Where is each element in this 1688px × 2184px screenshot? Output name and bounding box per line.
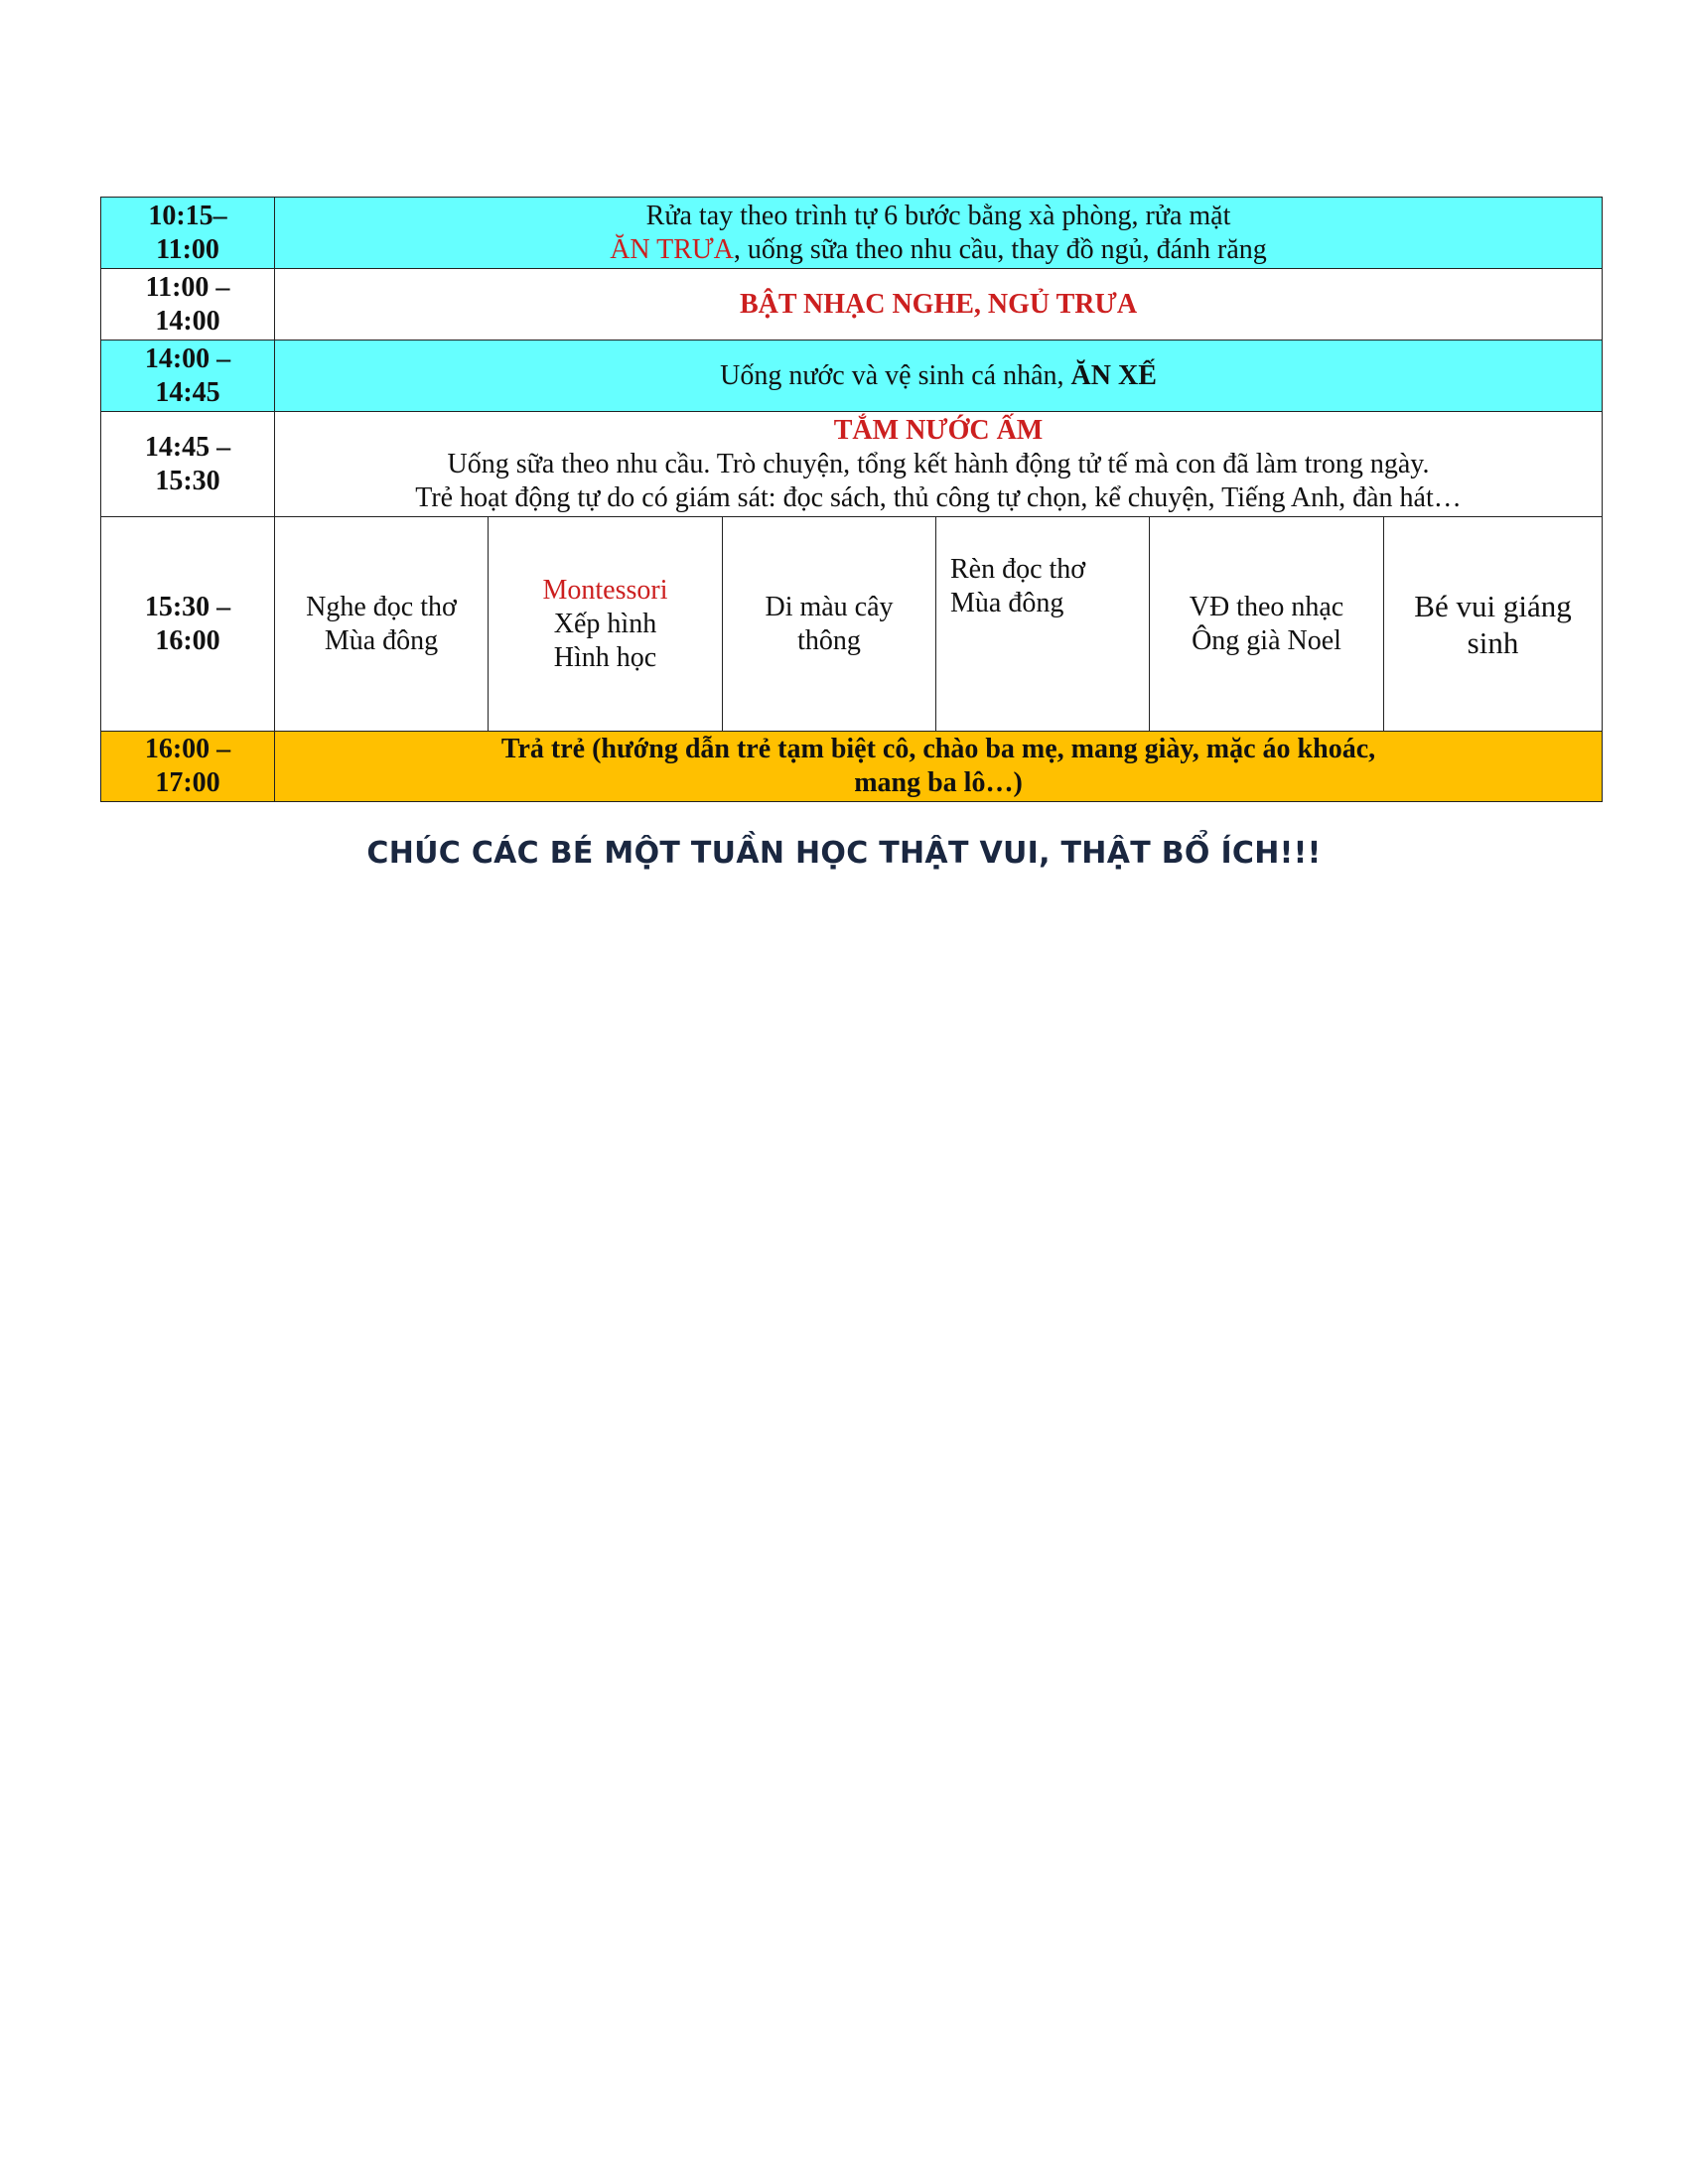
activity-line: sinh (1467, 624, 1519, 660)
activity-line: Bé vui giáng (1414, 588, 1572, 623)
time-cell (101, 517, 275, 732)
time-start: 10:15– (148, 200, 227, 231)
time-start: 14:00 – (144, 342, 231, 374)
activity-line: mang ba lô…) (854, 767, 1023, 798)
time-start: 15:30 – (144, 591, 231, 622)
time-cell (101, 341, 275, 412)
activity-line: Uống sữa theo nhu cầu. Trò chuyện, tổng kết hành động tử tế mà con đã làm trong ngày. (447, 448, 1430, 479)
activity-line: Ông già Noel (1192, 624, 1341, 656)
time-cell (101, 198, 275, 269)
lunch-details: , uống sữa theo nhu cầu, thay đồ ngủ, đánh răng (733, 233, 1267, 265)
activity-line: Di màu cây (765, 591, 894, 622)
lunch-label: ĂN TRƯA (610, 233, 734, 265)
daily-schedule-table (100, 197, 1603, 802)
activity-friday (1150, 517, 1384, 732)
activity-line: Nghe đọc thơ (306, 591, 457, 622)
schedule-row (101, 412, 1603, 517)
time-cell (101, 732, 275, 802)
time-start: 11:00 – (145, 271, 230, 303)
closing-message: CHÚC CÁC BÉ MỘT TUẦN HỌC THẬT VUI, THẬT BỔ ÍCH!!! (366, 836, 1322, 871)
activity-cell (275, 198, 1603, 269)
activity-line: Trả trẻ (hướng dẫn trẻ tạm biệt cô, chào ba mẹ, mang giày, mặc áo khoác, (500, 734, 1376, 764)
time-cell (101, 412, 275, 517)
pickup-activity (275, 732, 1603, 802)
bath-title: TẮM NƯỚC ẤM (833, 414, 1044, 446)
schedule-row (101, 517, 1603, 732)
activity-line: VĐ theo nhạc (1189, 591, 1344, 622)
time-end: 15:30 (155, 465, 220, 496)
time-end: 16:00 (155, 624, 220, 656)
schedule-row (101, 198, 1603, 269)
schedule-row (101, 269, 1603, 341)
time-end: 17:00 (155, 767, 220, 798)
schedule-row (101, 341, 1603, 412)
activity-line: Trẻ hoạt động tự do có giám sát: đọc sách, thủ công tự chọn, kể chuyện, Tiếng Anh, đàn hát… (415, 481, 1462, 513)
time-end: 14:45 (155, 376, 220, 408)
snack-label: ĂN XẾ (1070, 359, 1157, 391)
activity-line (281, 233, 1596, 267)
activity-line: Xếp hình (553, 608, 657, 639)
time-start: 14:45 – (144, 431, 231, 463)
activity-line: Rèn đọc thơ (950, 554, 1086, 585)
activity-wednesday (723, 517, 936, 732)
time-start: 16:00 – (144, 734, 231, 764)
activity-line: Mùa đông (950, 588, 1064, 618)
activity-line: Rửa tay theo trình tự 6 bước bằng xà phòng, rửa mặt (645, 200, 1231, 231)
activity-tuesday (489, 517, 723, 732)
nap-activity: BẬT NHẠC NGHE, NGỦ TRƯA (275, 269, 1603, 341)
activity-thursday (936, 517, 1150, 732)
time-cell (101, 269, 275, 341)
hygiene-text: Uống nước và vệ sinh cá nhân, (720, 359, 1071, 391)
activity-saturday (1384, 517, 1603, 732)
activity-line: Mùa đông (324, 624, 439, 656)
activity-cell (275, 341, 1603, 412)
activity-line: Hình học (553, 641, 657, 673)
activity-monday (275, 517, 489, 732)
schedule-row (101, 732, 1603, 802)
activity-cell (275, 412, 1603, 517)
time-end: 11:00 (156, 233, 219, 265)
time-end: 14:00 (155, 305, 220, 337)
activity-line: thông (797, 624, 861, 656)
montessori-label: Montessori (542, 574, 668, 606)
